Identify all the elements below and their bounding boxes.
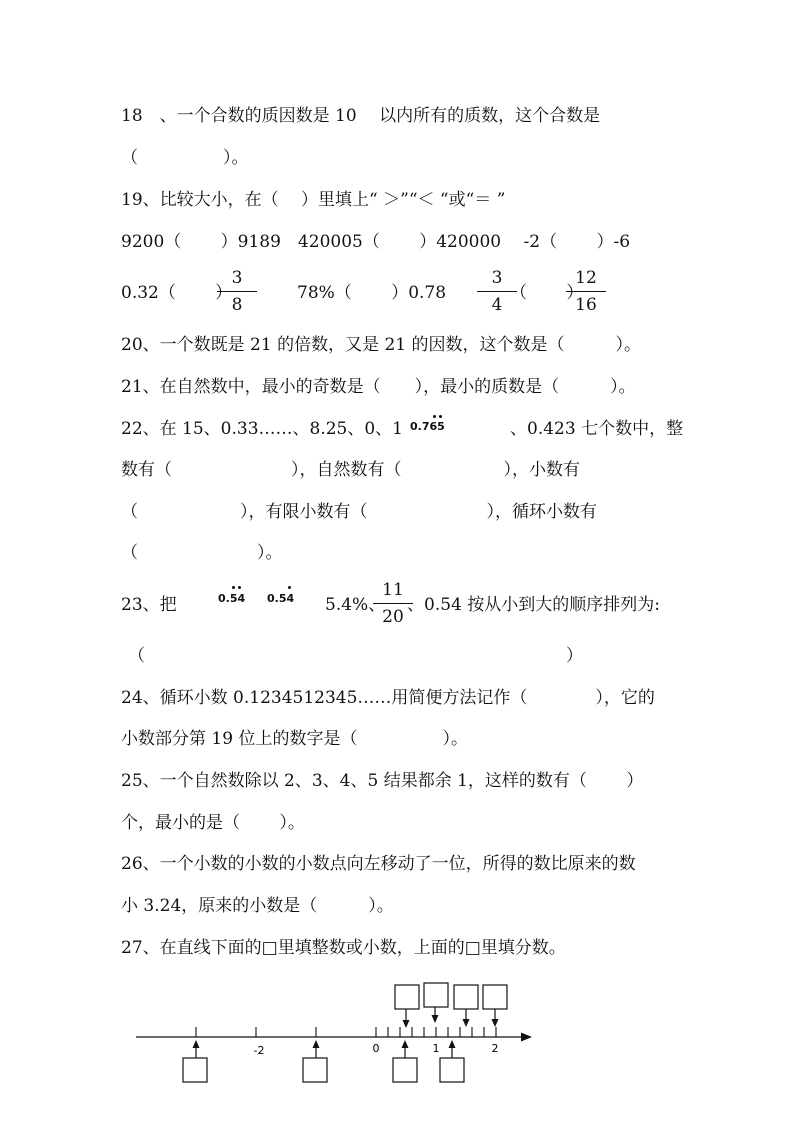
q19-row1[interactable]: 9200（ ）9189 420005（ ）420000 -2（ ）-6 [121, 232, 631, 252]
axis-arrow-icon [521, 1033, 532, 1042]
answer-box-upper-2[interactable] [424, 983, 448, 1007]
down-arrow-icon [432, 1015, 439, 1023]
q21-line1[interactable]: 21、在自然数中，最小的奇数是（ ），最小的质数是（ ）。 [121, 377, 636, 397]
down-arrow-icon [463, 1019, 470, 1027]
q22-repeating-decimal: 0.765 [410, 420, 445, 433]
q23-line1-b: 5.4%、 [325, 595, 386, 615]
q19-row2-a[interactable]: 0.32（ ） [121, 283, 233, 303]
fraction-numerator: 3 [231, 268, 243, 288]
q19-row2-c[interactable]: （ ） [510, 283, 584, 303]
q22-line3[interactable]: （ ），有限小数有（ ），循环小数有 [121, 502, 597, 522]
q24-line1[interactable]: 24、循环小数 0.1234512345……用简便方法记作（ ），它的 [121, 688, 655, 708]
q23-answer-close: ） [566, 646, 583, 666]
q22-line2[interactable]: 数有（ ），自然数有（ ），小数有 [121, 460, 580, 480]
q25-line1[interactable]: 25、一个自然数除以 2、3、4、5 结果都余 1，这样的数有（ ） [121, 771, 644, 791]
q23-line1-a: 23、把 [121, 595, 177, 615]
fraction-denominator: 8 [231, 295, 243, 315]
up-arrow-icon [193, 1040, 200, 1048]
q18-answer-blank[interactable]: （ ）。 [121, 148, 249, 168]
q26-line2[interactable]: 小 3.24，原来的小数是（ ）。 [121, 896, 394, 916]
up-arrow-icon [402, 1040, 409, 1048]
q22-line4[interactable]: （ ）。 [121, 543, 283, 563]
up-arrow-icon [313, 1040, 320, 1048]
answer-box-upper-4[interactable] [483, 985, 507, 1009]
answer-box-lower-3[interactable] [393, 1058, 417, 1082]
answer-box-lower-4[interactable] [440, 1058, 464, 1082]
tick-label-neg2: -2 [253, 1044, 265, 1057]
q22-line1-a: 22、在 15、0.33……、8.25、0、1 [121, 419, 404, 439]
fraction-denominator: 20 [382, 607, 404, 627]
q23-repeating-decimal-2: 0.54 [267, 592, 295, 605]
tick-label-1: 1 [432, 1042, 440, 1055]
q20-line1[interactable]: 20、一个数既是 21 的倍数，又是 21 的因数，这个数是（ ）。 [121, 335, 642, 355]
fraction-numerator: 12 [575, 268, 597, 288]
down-arrow-icon [403, 1020, 410, 1028]
tick-marks [196, 1027, 496, 1037]
fraction-denominator: 4 [491, 295, 503, 315]
q19-row2-b[interactable]: 78%（ ）0.78 [297, 283, 447, 303]
q26-line1: 26、一个小数的小数的小数点向左移动了一位，所得的数比原来的数 [121, 854, 636, 874]
q18-line1: 18 、一个合数的质因数是 10 以内所有的质数，这个合数是 [121, 106, 601, 126]
q25-line2[interactable]: 个，最小的是（ ）。 [121, 813, 305, 833]
up-arrow-icon [449, 1040, 456, 1048]
answer-box-upper-3[interactable] [454, 985, 478, 1009]
q22-line1-b: 、0.423 七个数中，整 [510, 419, 684, 439]
fraction-denominator: 16 [575, 295, 597, 315]
answer-box-upper-1[interactable] [395, 985, 419, 1009]
fraction-numerator: 3 [491, 268, 503, 288]
tick-label-2: 2 [491, 1042, 499, 1055]
q19-line1: 19、比较大小，在（ ）里填上“ ＞”“＜ “或“＝ ” [121, 190, 506, 210]
q24-line2[interactable]: 小数部分第 19 位上的数字是（ ）。 [121, 729, 468, 749]
fraction-numerator: 11 [382, 580, 404, 600]
down-arrow-icon [492, 1019, 499, 1027]
q23-line1-c: 、0.54 按从小到大的顺序排列为: [407, 595, 660, 615]
tick-label-0: 0 [372, 1042, 380, 1055]
answer-box-lower-2[interactable] [303, 1058, 327, 1082]
answer-box-lower-1[interactable] [183, 1058, 207, 1082]
q23-answer-open[interactable]: （ [128, 646, 145, 666]
q23-repeating-decimal-1: 0.54 [218, 592, 246, 605]
q27-line1: 27、在直线下面的□里填整数或小数，上面的□里填分数。 [121, 938, 566, 958]
